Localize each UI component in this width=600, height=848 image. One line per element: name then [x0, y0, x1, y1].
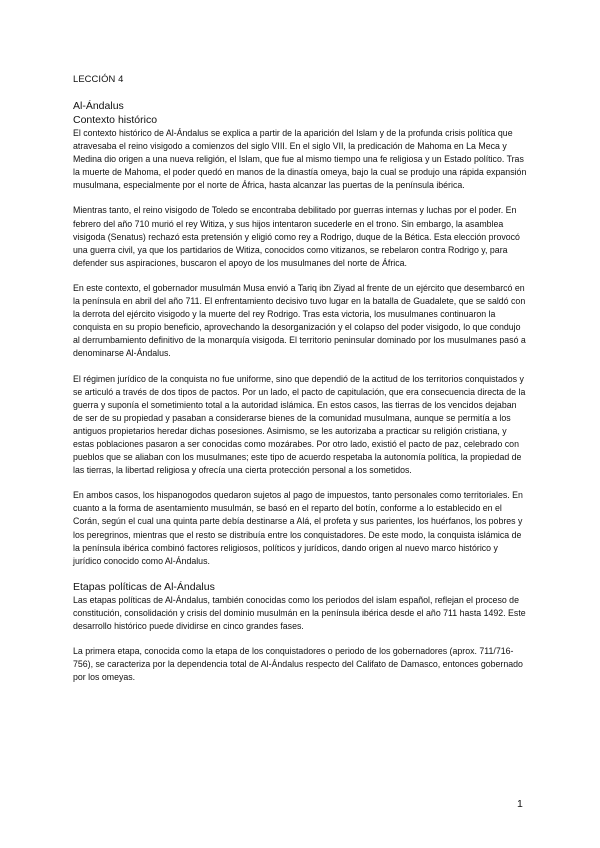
- page-number: 1: [517, 798, 523, 810]
- paragraph: El régimen jurídico de la conquista no fue uniforme, sino que dependió de la actitud de los territorios conquistados y se articuló a través de dos tipos de pactos. Por un lado, el pacto de capitulación, que era consecuencia directa de la guerra y suponía el sometimiento total a la autoridad islámica. En estos casos, las tierras de los vencidos dejaban de ser de su propiedad y pasaban a considerarse bienes de la comunidad musulmana, aunque se permitía a los antiguos propietarios heredar dichas posesiones. Asimismo, se les autorizaba a practicar su religión cristiana, y estas poblaciones pasaron a ser conocidas como mozárabes. Por otro lado, existió el pacto de paz, celebrado con pueblos que se aliaban con los musulmanes; este tipo de acuerdo respetaba la autonomía política, la propiedad de las tierras, la libertad religiosa y ofrecía una cierta protección personal a los sometidos.: [73, 373, 526, 476]
- section-heading-context: Contexto histórico: [73, 114, 158, 126]
- paragraph: En este contexto, el gobernador musulmán Musa envió a Tariq ibn Ziyad al frente de un ejército que desembarcó en la península en abril del año 711. El enfrentamiento decisivo tuvo lugar en la batalla de Guadalete, que se saldó con la derrota del ejército visigodo y la muerte del rey Rodrigo. Tras esta victoria, los musulmanes continuaron la conquista en su propio beneficio, aprovechando la desorganización y el colapso del poder visigodo, lo que condujo al derrumbamiento definitivo de la monarquía visigoda. El territorio peninsular dominado por los musulmanes pasó a denominarse Al-Ándalus.: [73, 282, 526, 359]
- paragraph: El contexto histórico de Al-Ándalus se explica a partir de la aparición del Islam y de la profunda crisis política que atravesaba el reino visigodo a comienzos del siglo VIII. En el siglo VII, la predicación de Mahoma en La Meca y Medina dio origen a una nueva religión, el Islam, que fue al mismo tiempo una fe religiosa y un Estado político. Tras la muerte de Mahoma, el poder quedó en manos de la dinastía omeya, bajo la cual se produjo una rápida expansión musulmana, especialmente por el norte de África, hasta alcanzar las puertas de la península ibérica.: [73, 128, 527, 191]
- paragraph: Mientras tanto, el reino visigodo de Toledo se encontraba debilitado por guerras internas y luchas por el poder. En febrero del año 710 murió el rey Witiza, y sus hijos intentaron sucederle en el trono. Sin embargo, la asamblea visigoda (Senatus) rechazó esta pretensión y eligió como rey a Rodrigo, duque de la Bética. Esta elección provocó una guerra civil, ya que los partidarios de Witiza, conocidos como vitizanos, se rebelaron contra Rodrigo y, para defender sus aspiraciones, buscaron el apoyo de los musulmanes del norte de África.: [73, 205, 520, 268]
- document-title: Al-Ándalus: [73, 100, 124, 112]
- paragraph: En ambos casos, los hispanogodos quedaron sujetos al pago de impuestos, tanto personales como territoriales. En cuanto a la forma de asentamiento musulmán, se basó en el reparto del botín, conforme a lo establecido en el Corán, según el cual una quinta parte debía destinarse a Alá, el profeta y sus parientes, los huérfanos, los pobres y los peregrinos, mientras que el resto se distribuía entre los conquistadores. De este modo, la conquista islámica de la península ibérica combinó factores religiosos, políticos y jurídicos, dando origen al nuevo marco histórico y jurídico conocido como Al-Ándalus.: [73, 490, 523, 566]
- section-heading-stages: Etapas políticas de Al-Ándalus: [73, 580, 215, 593]
- lesson-label: LECCIÓN 4: [73, 73, 124, 84]
- paragraph: Las etapas políticas de Al-Ándalus, también conocidas como los periodos del islam español, reflejan el proceso de constitución, consolidación y crisis del dominio musulmán en la península ibérica desde el año 711 hasta 1492. Este desarrollo histórico puede dividirse en cinco grandes fases.: [73, 594, 526, 631]
- document-body: [73, 72, 528, 696]
- paragraph: La primera etapa, conocida como la etapa de los conquistadores o periodo de los gobernadores (aprox. 711/716-756), se caracteriza por la dependencia total de Al-Ándalus respecto del Califato de Damasco, entonces gobernado por los omeyas.: [73, 646, 523, 683]
